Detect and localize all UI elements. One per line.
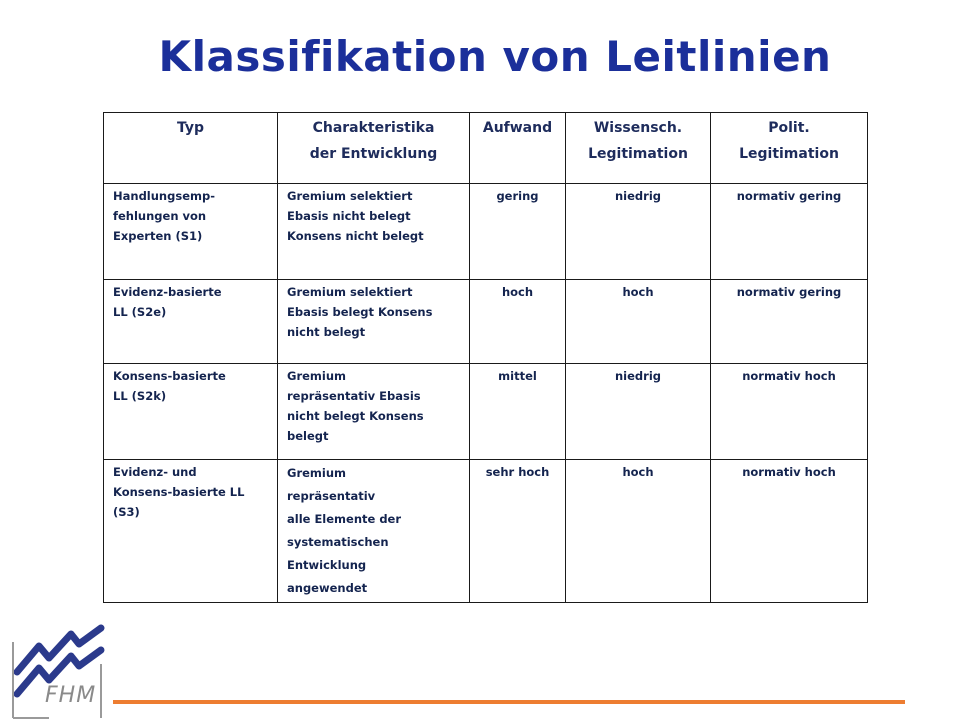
slide-title: Klassifikation von Leitlinien <box>158 32 832 81</box>
cell-wissensch: hoch <box>566 280 711 364</box>
cell-aufwand: sehr hoch <box>470 460 566 603</box>
cell-polit: normativ hoch <box>711 460 868 603</box>
cell-polit: normativ gering <box>711 280 868 364</box>
cell-wissensch: niedrig <box>566 364 711 460</box>
header-aufwand: Aufwand <box>470 113 566 184</box>
cell-charakteristika: Gremium selektiert Ebasis belegt Konsens nicht belegt <box>278 280 470 364</box>
cell-polit: normativ gering <box>711 184 868 280</box>
cell-typ: Konsens-basierte LL (S2k) <box>104 364 278 460</box>
header-typ: Typ <box>104 113 278 184</box>
table-row <box>104 460 868 603</box>
cell-aufwand: mittel <box>470 364 566 460</box>
table-row <box>104 280 868 364</box>
cell-typ: Handlungsemp- fehlungen von Experten (S1) <box>104 184 278 280</box>
header-wissensch: Wissensch. Legitimation <box>566 113 711 184</box>
cell-charakteristika: Gremium repräsentativ alle Elemente der systematischen Entwicklung angewendet <box>278 460 470 603</box>
table-header-row <box>104 113 868 184</box>
cell-charakteristika: Gremium selektiert Ebasis nicht belegt Konsens nicht belegt <box>278 184 470 280</box>
logo-text: FHM <box>45 683 97 708</box>
cell-charakteristika: Gremium repräsentativ Ebasis nicht belegt Konsens belegt <box>278 364 470 460</box>
header-charakteristika: Charakteristika der Entwicklung <box>278 113 470 184</box>
cell-aufwand: gering <box>470 184 566 280</box>
cell-typ: Evidenz-basierte LL (S2e) <box>104 280 278 364</box>
cell-typ: Evidenz- und Konsens-basierte LL (S3) <box>104 460 278 603</box>
cell-aufwand: hoch <box>470 280 566 364</box>
table-row <box>104 364 868 460</box>
footer-accent-line <box>113 700 905 704</box>
header-polit: Polit. Legitimation <box>711 113 868 184</box>
cell-wissensch: hoch <box>566 460 711 603</box>
cell-polit: normativ hoch <box>711 364 868 460</box>
cell-wissensch: niedrig <box>566 184 711 280</box>
table-row <box>104 184 868 280</box>
classification-table <box>103 112 868 603</box>
